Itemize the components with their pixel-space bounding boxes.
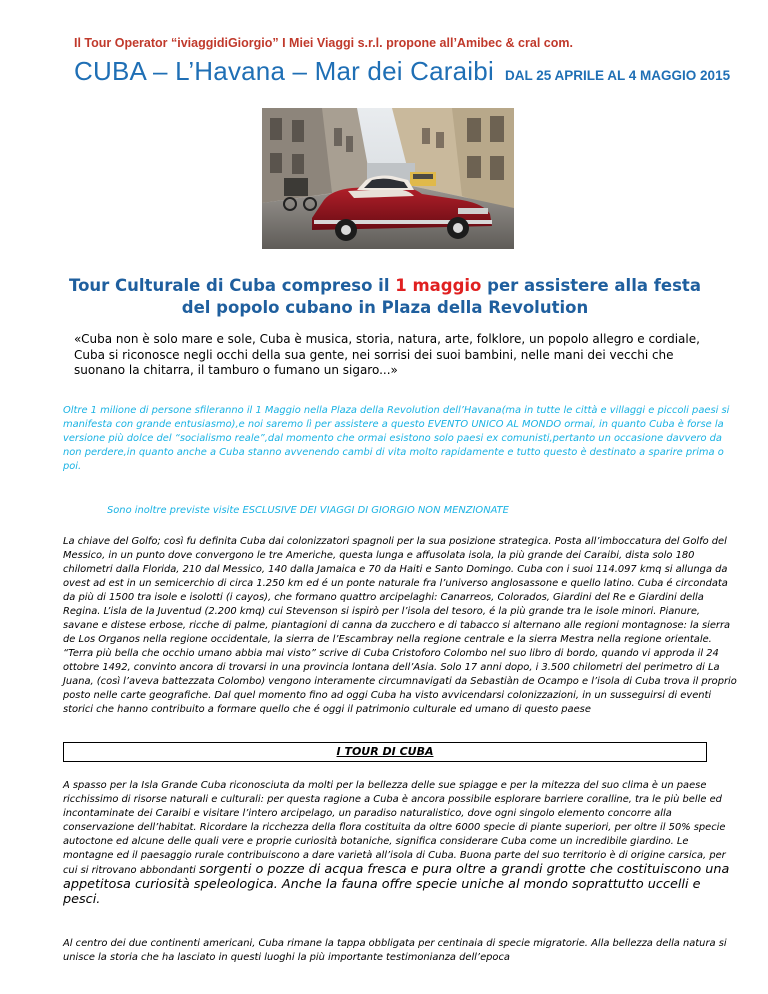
title-dates: DAL 25 APRILE AL 4 MAGGIO 2015 <box>505 68 731 83</box>
exclusive-visits-note: Sono inoltre previste visite ESCLUSIVE DEI VIAGGI DI GIORGIO NON MENZIONATE <box>107 505 509 516</box>
operator-line: Il Tour Operator “iviaggidiGiorgio” I Miei Viaggi s.r.l. propone all’Amibec & cral com. <box>74 36 573 50</box>
intro-quote: «Cuba non è solo mare e sole, Cuba è musica, storia, natura, arte, folklore, un popolo allegro e cordiale, Cuba si riconosce negli occhi della sua gente, nei sorrisi dei suoi bambini, nelle mani dei vecchi che suonano la chitarra, il tamburo o fumano un sigaro...» <box>74 332 700 378</box>
may-day-paragraph: Oltre 1 milione di persone sfileranno il 1 Maggio nella Plaza della Revolution dell’Havana(ma in tutte le città e villaggi e piccoli paesi si manifesta con grande entusiasmo),e noi saremo lì per assistere a questo EVENTO UNICO AL MONDO ormai, in quanto Cuba è forse la versione più dolce del “socialismo reale”,dal momento che ormai esistono solo paesi ex comunisti,pertanto un occasione davvero da non perdere,in quanto anche a Cuba stanno avvenendo cambi di vita molto rapidamente e tutto questo è destinato a sparire prima o poi. <box>63 405 730 472</box>
title-main: CUBA – L’Havana – Mar dei Caraibi <box>74 56 494 86</box>
final-paragraph: Al centro dei due continenti americani, Cuba rimane la tappa obbligata per centinaia di specie migratorie. Alla bellezza della natura si unisce la storia che ha lasciato in questi luoghi la più importante testimonianza dell’epoca <box>63 938 727 963</box>
tours-paragraph-part2: sorgenti o pozze di acqua fresca e pura oltre a grandi grotte che costituiscono una appetitosa curiosità speleologica. Anche la fauna offre specie uniche al mondo soprattutto uccelli e pesci. <box>63 862 730 907</box>
document-title <box>74 56 730 87</box>
tour-subtitle <box>60 275 710 319</box>
subtitle-highlight: 1 maggio <box>395 276 482 295</box>
tours-paragraph <box>63 779 737 908</box>
cuba-intro-paragraph: La chiave del Golfo; così fu definita Cuba dai colonizzatori spagnoli per la sua posizione strategica. Posta all’imboccatura del Golfo del Messico, in un punto dove convergono le tre Americhe, questa lunga e affusolata isola, la più grande dei Caraibi, dista solo 180 chilometri dalla Florida, 210 dal Messico, 140 dalla Jamaica e 70 da Haiti e Santo Domingo. Cuba con i suoi 114.097 kmq si allunga da ovest ad est in un semicerchio di circa 1.250 km ed é un ponte naturale fra l’universo anglosassone e quello latino. Cuba é circondata da più di 1500 tra isole e isolotti (i cayos), che formano quattro arcipelaghi: Canarreos, Colorados, Giardini del Re e Giardini della Regina. L’isla de la Juventud (2.200 kmq) cui Stevenson si ispirò per l’isola del tesoro, é la più grande tra le isole minori. Pianure, savane e distese erbose, ricche di palme, piantagioni di canna da zucchero e di tabacco si alternano alle regioni montagnose: la sierra de Los Organos nella regione occidentale, la sierra de l’Escambray nella regione centrale e la sierra Mestra nella regione orientale. “Terra più bella che occhio umano abbia mai visto” scrive di Cuba Cristoforo Colombo nel suo libro di bordo, quando vi approda il 24 ottobre 1492, convinto ancora di trovarsi in una provincia lontana dell’Asia. Solo 17 anni dopo, i 3.500 chilometri del perimetro di La Juana, (così l’aveva battezzata Colombo) vengono interamente circumnavigati da Sebastiàn de Ocampo e l’isola di Cuba trova il proprio posto nelle carte geografiche. Dal quel momento fino ad oggi Cuba ha visto avvicendarsi colonizzazioni, in un susseguirsi di eventi storici che hanno contribuito a formare quello che é oggi il patrimonio culturale ed umano di questo paese <box>63 536 737 715</box>
subtitle-part2: per assistere alla festa del popolo cubano in Plaza della Revolution <box>181 276 701 317</box>
havana-car-photo <box>262 108 514 249</box>
tours-heading: I TOUR DI CUBA <box>63 742 707 762</box>
subtitle-part1: Tour Culturale di Cuba compreso il <box>69 276 396 295</box>
tours-paragraph-part1: A spasso per la Isla Grande Cuba riconosciuta da molti per la bellezza delle sue spiagge e per la mitezza del suo clima è un paese ricchissimo di risorse naturali e culturali: per questa ragione a Cuba è ancora possibile esplorare barriere coralline, tra le più belle ed incontaminate dei Caraibi e visitare l’intero arcipelago, un paradiso naturalistico, dove ogni singolo elemento concorre alla conservazione dell’habitat. Ricordare la ricchezza della flora costituita da oltre 6000 specie di piante superiori, per oltre il 50% specie autoctone ed alcune delle quali vere e proprie curiosità botaniche, significa considerare Cuba come un incredibile giardino. Le montagne ed il paesaggio rurale contribuiscono a dare varietà all’isola di Cuba. Buona parte del suo territorio è di origine carsica, per cui si ritrovano abbondanti <box>63 780 726 876</box>
